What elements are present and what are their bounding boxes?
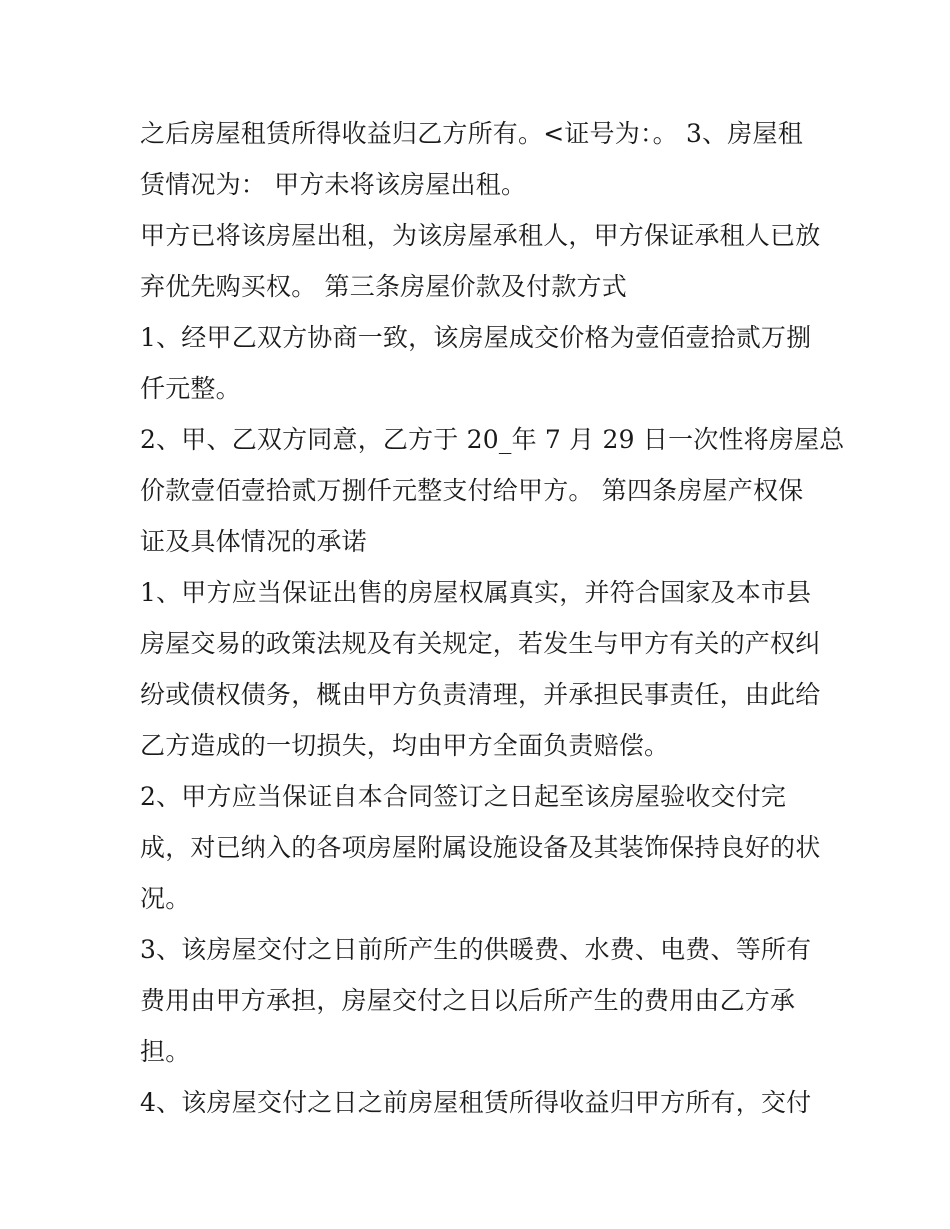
paragraph-payment (140, 414, 845, 567)
text-line: 仟元整。 (140, 374, 241, 403)
paragraph-ownership-guarantee (140, 567, 820, 771)
paragraph-rental-income (140, 108, 820, 210)
paragraph-facilities (140, 771, 820, 924)
text-line: 甲方已将该房屋出租，为该房屋承租人，甲方保证承租人已放 (140, 221, 821, 250)
text-line: 2、甲方应当保证自本合同签订之日起至该房屋验收交付完 (140, 782, 787, 811)
text-line: 1、经甲乙双方协商一致，该房屋成交价格为壹佰壹拾贰万捌 (140, 323, 812, 352)
paragraph-rental-before-delivery (140, 1077, 820, 1128)
text-line: 价款壹佰壹拾贰万捌仟元整支付给甲方。 第四条房屋产权保 (140, 476, 804, 505)
text-line: 况。 (140, 884, 191, 913)
text-line: 1、甲方应当保证出售的房屋权属真实，并符合国家及本市县 (140, 578, 812, 607)
text-line: 4、该房屋交付之日之前房屋租赁所得收益归甲方所有，交付 (140, 1088, 812, 1117)
text-line: 费用由甲方承担，房屋交付之日以后所产生的费用由乙方承 (140, 986, 796, 1015)
text-line: 房屋交易的政策法规及有关规定，若发生与甲方有关的产权纠 (140, 629, 821, 658)
text-line: 纷或债权债务，概由甲方负责清理，并承担民事责任，由此给 (140, 680, 821, 709)
text-line: 2、甲、乙双方同意，乙方于 20_年 7 月 29 日一次性将房屋总 (140, 425, 845, 454)
text-line: 成，对已纳入的各项房屋附属设施设备及其装饰保持良好的状 (140, 833, 821, 862)
paragraph-fees (140, 924, 820, 1077)
document-body (140, 108, 845, 1128)
text-line: 证及具体情况的承诺 (140, 527, 367, 556)
text-line: 担。 (140, 1037, 191, 1066)
text-line: 赁情况为： 甲方未将该房屋出租。 (140, 170, 527, 199)
text-line: 乙方造成的一切损失，均由甲方全面负责赔偿。 (140, 731, 670, 760)
text-line: 之后房屋租赁所得收益归乙方所有。<证号为：。 3、房屋租 (140, 119, 803, 148)
text-line: 弃优先购买权。 第三条房屋价款及付款方式 (140, 272, 627, 301)
text-line: 3、该房屋交付之日前所产生的供暖费、水费、电费、等所有 (140, 935, 812, 964)
paragraph-leased-status (140, 210, 820, 312)
paragraph-price (140, 312, 820, 414)
